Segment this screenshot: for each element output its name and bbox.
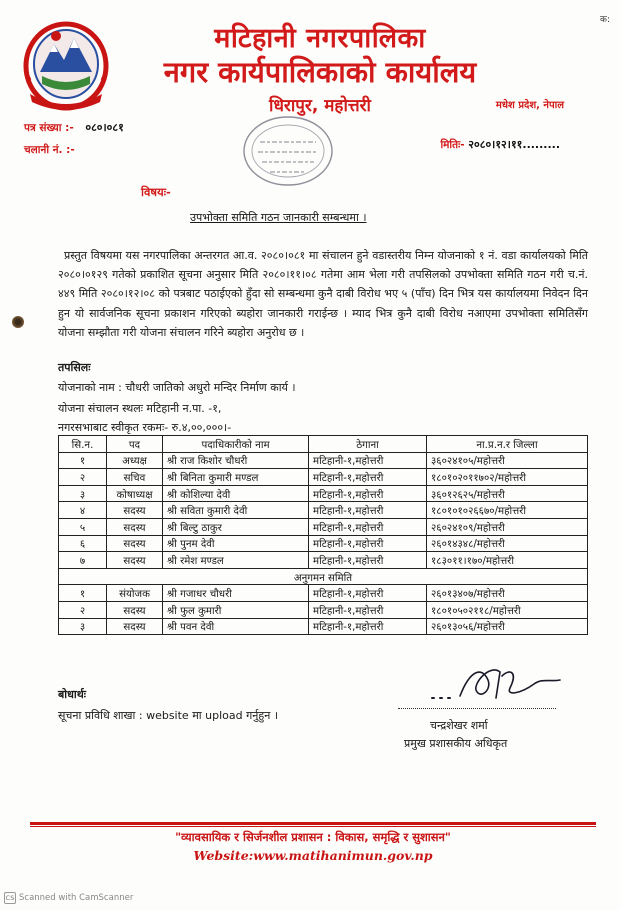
cell-address: मटिहानी-१,महोत्तरी bbox=[309, 535, 427, 552]
cell-post: सदस्य bbox=[107, 552, 163, 569]
ref-number-value: ०८०।०८१ bbox=[85, 121, 124, 134]
cell-serial: ६ bbox=[59, 535, 107, 552]
table-row bbox=[59, 618, 588, 635]
footer-website: Website:www.matihanimun.gov.np bbox=[193, 848, 433, 863]
cell-name: श्री बिनिता कुमारी मण्डल bbox=[163, 469, 309, 486]
cell-name: श्री गजाधर चौधरी bbox=[163, 585, 309, 602]
office-location: धिरापुर, महोत्तरी bbox=[269, 96, 371, 116]
cell-address: मटिहानी-१,महोत्तरी bbox=[309, 518, 427, 535]
table-row bbox=[59, 518, 588, 535]
table-row bbox=[59, 535, 588, 552]
cell-serial: २ bbox=[59, 469, 107, 486]
cell-address: मटिहानी-१,महोत्तरी bbox=[309, 552, 427, 569]
cell-post: कोषाध्यक्ष bbox=[107, 485, 163, 502]
monitoring-committee-heading: अनुगमन समिति bbox=[59, 568, 588, 585]
municipality-name: मटिहानी नगरपालिका bbox=[214, 23, 426, 54]
cell-citizenship: १८३०११।१७०/महोत्तरी bbox=[427, 552, 588, 569]
cell-citizenship: १८०१०२०११७०२/महोत्तरी bbox=[427, 469, 588, 486]
table-row bbox=[59, 552, 588, 569]
date-value: २०८०।१२।११ bbox=[468, 138, 523, 151]
project-site: योजना संचालन स्थलः मटिहानी न.पा. -१, bbox=[58, 402, 222, 415]
cell-post: सदस्य bbox=[107, 601, 163, 618]
cell-name: श्री रमेश मण्डल bbox=[163, 552, 309, 569]
cell-citizenship: २६०१३०५६/महोत्तरी bbox=[427, 618, 588, 635]
cell-serial: ३ bbox=[59, 485, 107, 502]
table-row bbox=[59, 601, 588, 618]
cell-citizenship: ३६०१२६२५/महोत्तरी bbox=[427, 485, 588, 502]
cell-address: मटिहानी-१,महोत्तरी bbox=[309, 485, 427, 502]
cell-post: सदस्य bbox=[107, 518, 163, 535]
approved-amount: नगरसभाबाट स्वीकृत रकमः- रु.४,००,०००।- bbox=[58, 421, 232, 434]
cell-citizenship: २६०१३४०७/महोत्तरी bbox=[427, 585, 588, 602]
col-header-post: पद bbox=[107, 436, 163, 453]
cell-serial: ३ bbox=[59, 618, 107, 635]
letter-date: मितिः- २०८०।१२।११......... bbox=[440, 138, 560, 151]
scanner-watermark bbox=[4, 892, 133, 904]
dispatch-number-label: चलानी नं. :- bbox=[24, 144, 75, 156]
footer-slogan: "व्यावसायिक र सिर्जनशील प्रशासन : विकास, समृद्धि र सुशासन" bbox=[175, 830, 451, 844]
ref-number bbox=[24, 120, 124, 135]
cell-name: श्री फुल कुमारी bbox=[163, 601, 309, 618]
ref-number-label: पत्र संख्या :- bbox=[24, 122, 74, 134]
handwritten-signature-icon bbox=[410, 660, 570, 710]
cell-serial: ४ bbox=[59, 502, 107, 519]
cell-serial: ५ bbox=[59, 518, 107, 535]
table-row bbox=[59, 502, 588, 519]
cell-post: सचिव bbox=[107, 469, 163, 486]
cell-address: मटिहानी-१,महोत्तरी bbox=[309, 585, 427, 602]
project-name: योजनाको नाम : चौधरी जातिको अधुरो मन्दिर निर्माण कार्य । bbox=[58, 381, 296, 394]
cell-name: श्री पुनम देवी bbox=[163, 535, 309, 552]
footer-divider-thin bbox=[30, 826, 596, 827]
top-right-mark: क: bbox=[600, 15, 610, 25]
cell-name: श्री राज किशोर चौधरी bbox=[163, 452, 309, 469]
details-label: तपसिलः bbox=[58, 361, 91, 374]
table-row bbox=[59, 452, 588, 469]
punch-hole-icon bbox=[12, 316, 24, 328]
cell-name: श्री कोशिल्या देवी bbox=[163, 485, 309, 502]
col-header-citizenship: ना.प्र.न.र जिल्ला bbox=[427, 436, 588, 453]
signature-line bbox=[398, 708, 556, 709]
office-seal-stamp-icon bbox=[240, 112, 336, 190]
scanner-watermark-text: Scanned with CamScanner bbox=[19, 893, 134, 903]
cell-serial: १ bbox=[59, 585, 107, 602]
cell-post: संयोजक bbox=[107, 585, 163, 602]
cell-post: अध्यक्ष bbox=[107, 452, 163, 469]
cell-address: मटिहानी-१,महोत्तरी bbox=[309, 601, 427, 618]
bodharth-label: बोधार्थः bbox=[58, 688, 86, 701]
col-header-name: पदाधिकारीको नाम bbox=[163, 436, 309, 453]
nepal-emblem-icon bbox=[20, 14, 112, 114]
signer-title: प्रमुख प्रशासकीय अधिकृत bbox=[404, 737, 508, 750]
monitoring-heading-row bbox=[59, 568, 588, 585]
cell-address: मटिहानी-१,महोत्तरी bbox=[309, 469, 427, 486]
footer-divider bbox=[30, 822, 596, 825]
cell-serial: २ bbox=[59, 601, 107, 618]
cell-citizenship: १८०१०५०२११८/महोत्तरी bbox=[427, 601, 588, 618]
committee-rows bbox=[59, 452, 588, 635]
cell-serial: ७ bbox=[59, 552, 107, 569]
table-row bbox=[59, 585, 588, 602]
dispatch-number bbox=[24, 143, 83, 157]
cell-citizenship: ३६०२४१०५/महोत्तरी bbox=[427, 452, 588, 469]
cell-name: श्री सविता कुमारी देवी bbox=[163, 502, 309, 519]
table-row bbox=[59, 485, 588, 502]
cell-citizenship: २६०२४१०९/महोत्तरी bbox=[427, 518, 588, 535]
col-header-address: ठेगाना bbox=[309, 436, 427, 453]
region-label: मधेश प्रदेश, नेपाल bbox=[495, 100, 564, 111]
cell-serial: १ bbox=[59, 452, 107, 469]
cell-name: श्री पवन देवी bbox=[163, 618, 309, 635]
cell-address: मटिहानी-१,महोत्तरी bbox=[309, 502, 427, 519]
subject-label: विषयः- bbox=[141, 185, 171, 199]
body-paragraph: प्रस्तुत विषयमा यस नगरपालिका अन्तरगत आ.व. २०८०।०८१ मा संचालन हुने वडास्तरीय निम्न योजनाको १ नं. वडा कार्यालयको मिति २०८०।०१२९ गतेको प्रकाशित सूचना अनुसार मिति २०८०।११।०८ गतेमा आम भेला गरी तपसिलको उपभोक्ता समिति गठन गरी च.नं. ४४९ मिति २०८०।१२।०८ को पत्रबाट पठाईएको हुँदा सो सम्बन्धमा कुनै दाबी विरोध भए ५ (पाँच) दिन भित्र यस कार्यालयमा निवेदन दिन हुन यो सार्वजनिक सूचना प्रकाशन गरिएको ब्यहोरा जानकारी गराईन्छ । म्याद भित्र कुनै दाबी विरोध नआएमा उपभोक्ता समितिसँग योजना सम्झौता गरी योजना संचालन गरिने ब्यहोरा अनुरोध छ । bbox=[58, 249, 588, 339]
cell-post: सदस्य bbox=[107, 535, 163, 552]
cell-post: सदस्य bbox=[107, 618, 163, 635]
table-header-row bbox=[59, 436, 588, 453]
camscanner-logo-icon: CS bbox=[5, 894, 15, 902]
signer-name: चन्द्रशेखर शर्मा bbox=[430, 719, 488, 732]
date-label: मितिः- bbox=[440, 139, 465, 151]
cell-address: मटिहानी-१,महोत्तरी bbox=[309, 452, 427, 469]
cell-post: सदस्य bbox=[107, 502, 163, 519]
cell-name: श्री बिल्टु ठाकुर bbox=[163, 518, 309, 535]
col-header-serial: सि.न. bbox=[59, 436, 107, 453]
committee-table bbox=[58, 435, 588, 635]
office-name: नगर कार्यपालिकाको कार्यालय bbox=[163, 55, 477, 89]
cell-address: मटिहानी-१,महोत्तरी bbox=[309, 618, 427, 635]
bodharth-text: सूचना प्रविधि शाखा : website मा upload गर्नुहुन । bbox=[58, 709, 278, 722]
subject-text: उपभोक्ता समिति गठन जानकारी सम्बन्धमा । bbox=[190, 211, 367, 224]
cell-citizenship: १८०१०१०२६६७०/महोत्तरी bbox=[427, 502, 588, 519]
cell-citizenship: २६०१४३४८/महोत्तरी bbox=[427, 535, 588, 552]
table-row bbox=[59, 469, 588, 486]
